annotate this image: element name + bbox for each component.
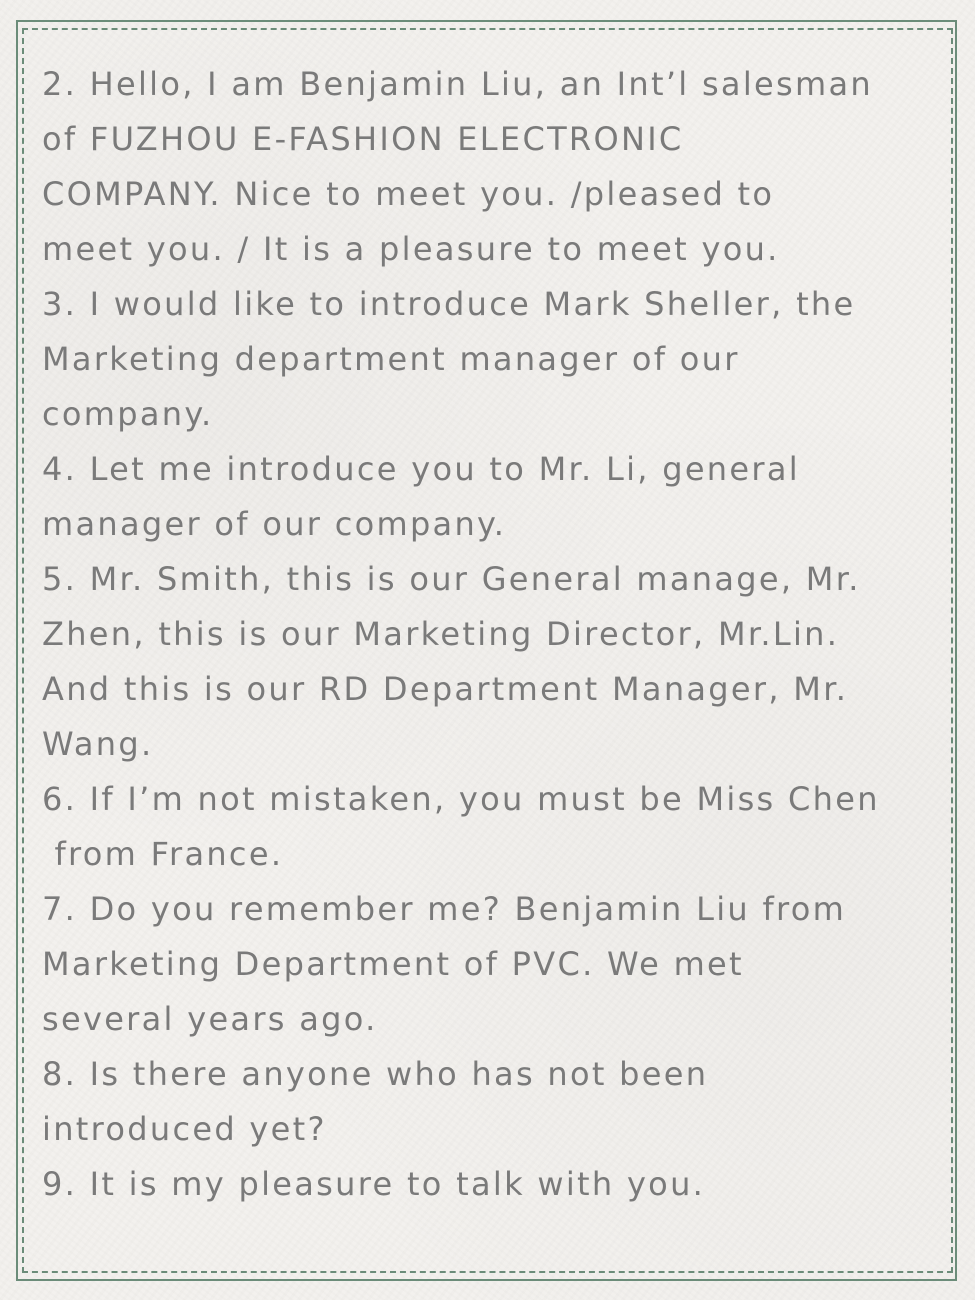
text-line: introduced yet? [42,1110,327,1148]
text-line: Zhen, this is our Marketing Director, Mr.Lin. [42,615,840,653]
text-line: of FUZHOU E-FASHION ELECTRONIC [42,120,684,158]
text-line: 6. If I’m not mistaken, you must be Miss Chen [42,780,880,818]
text-line: several years ago. [42,1000,378,1038]
text-line: 3. I would like to introduce Mark Sheller, the [42,285,856,323]
text-line: 9. It is my pleasure to talk with you. [42,1165,706,1203]
text-line: Marketing Department of PVC. We met [42,945,744,983]
text-line: Wang. [42,725,154,763]
text-line: manager of our company. [42,505,507,543]
text-line: company. [42,395,214,433]
text-line: 4. Let me introduce you to Mr. Li, general [42,450,800,488]
text-line: meet you. / It is a pleasure to meet you. [42,230,780,268]
text-line: 8. Is there anyone who has not been [42,1055,709,1093]
text-line: 2. Hello, I am Benjamin Liu, an Int’l salesman [42,65,873,103]
text-line: from France. [42,835,284,873]
text-line: Marketing department manager of our [42,340,740,378]
text-line: COMPANY. Nice to meet you. /pleased to [42,175,775,213]
phrase-list [42,57,947,1212]
text-line: 5. Mr. Smith, this is our General manage, Mr. [42,560,861,598]
text-line: 7. Do you remember me? Benjamin Liu from [42,890,847,928]
text-line: And this is our RD Department Manager, Mr. [42,670,849,708]
